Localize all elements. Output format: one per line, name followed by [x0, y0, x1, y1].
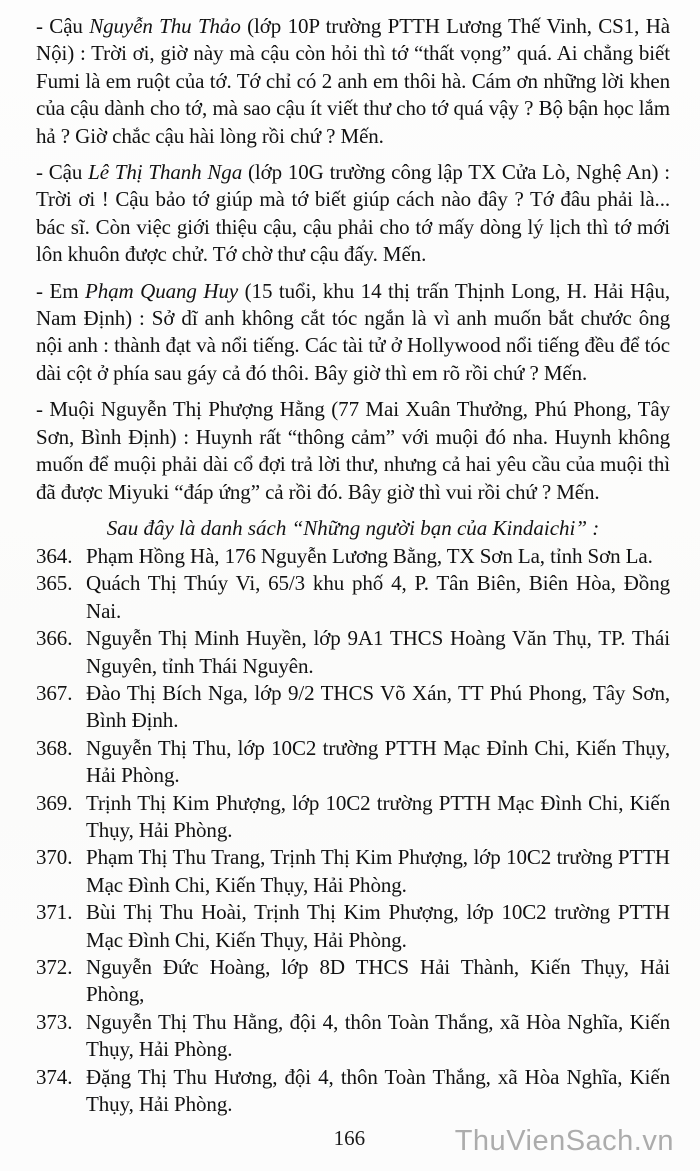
list-item-number: 374.	[36, 1064, 73, 1089]
list-item	[36, 570, 670, 625]
list-item-number: 364.	[36, 543, 73, 568]
list-intro: Sau đây là danh sách “Những người bạn của Kindaichi” :	[106, 515, 600, 540]
list-item-text: Nguyễn Thị Minh Huyền, lớp 9A1 THCS Hoàng Văn Thụ, TP. Thái Nguyên, tỉnh Thái Nguyên.	[86, 626, 670, 678]
letter-lead: - Em	[36, 278, 85, 303]
list-item-number: 369.	[36, 790, 73, 815]
page-number: 166	[333, 1126, 366, 1150]
list-item-number: 370.	[36, 845, 73, 870]
letter-body: (77 Mai Xuân Thưởng, Phú Phong, Tây Sơn, Bình Định) : Huynh rất “thông cảm” với muội đó nha. Huynh không muốn để muội phải dài cổ đợi trả lời thư, nhưng cả hai yêu cầu của muội thì đã được Miyuki “đáp ứng” cả rồi đó. Bây giờ thì vui rồi chứ ? Mến.	[36, 397, 670, 504]
letter-body: (15 tuổi, khu 14 thị trấn Thịnh Long, H. Hải Hậu, Nam Định) : Sở dĩ anh không cắt tóc ngắn là vì anh muốn bắt chước ông nội anh : thành đạt và nổi tiếng. Các tài tử ở Hollywood nổi tiếng đều để tóc dài cột ở phía sau gáy cả đó thôi. Bây giờ thì em rõ rồi chứ ? Mến.	[36, 278, 671, 385]
list-item-number: 366.	[36, 626, 73, 651]
list-item-number: 373.	[36, 1009, 73, 1034]
list-item-number: 365.	[36, 571, 73, 596]
list-item-number: 372.	[36, 955, 73, 979]
friends-list	[36, 543, 670, 1119]
list-item	[36, 1009, 670, 1064]
list-item-text: Đặng Thị Thu Hương, đội 4, thôn Toàn Thắng, xã Hòa Nghĩa, Kiến Thụy, Hải Phòng.	[86, 1064, 670, 1117]
list-item-text: Nguyễn Thị Thu, lớp 10C2 trường PTTH Mạc Đỉnh Chi, Kiến Thụy, Hải Phòng.	[86, 735, 670, 788]
list-item-text: Nguyễn Đức Hoàng, lớp 8D THCS Hải Thành, Kiến Thụy, Hải Phòng,	[86, 955, 670, 1007]
list-item-text: Trịnh Thị Kim Phượng, lớp 10C2 trường PTTH Mạc Đình Chi, Kiến Thụy, Hải Phòng.	[86, 790, 670, 842]
list-item-number: 368.	[36, 735, 73, 760]
list-item	[36, 1064, 670, 1119]
list-item-text: Bùi Thị Thu Hoài, Trịnh Thị Kim Phượng, lớp 10C2 trường PTTH Mạc Đình Chi, Kiến Thụy, Hải Phòng.	[86, 900, 670, 952]
list-item	[36, 735, 670, 790]
list-item-text: Phạm Thị Thu Trang, Trịnh Thị Kim Phượng, lớp 10C2 trường PTTH Mạc Đình Chi, Kiến Thụy, Hải Phòng.	[86, 845, 670, 897]
letter-paragraph	[36, 278, 670, 388]
list-item-text: Phạm Hồng Hà, 176 Nguyễn Lương Bằng, TX Sơn La, tỉnh Sơn La.	[86, 543, 653, 568]
list-item-number: 367.	[36, 680, 73, 705]
letter-lead: - Muội Nguyễn Thị Phượng Hằng	[36, 397, 325, 422]
letter-paragraph	[36, 396, 670, 506]
letter-lead: - Cậu	[36, 14, 90, 38]
watermark: ThuVienSach.vn	[454, 1125, 674, 1157]
list-item-text: Đào Thị Bích Nga, lớp 9/2 THCS Võ Xán, TT Phú Phong, Tây Sơn, Bình Định.	[86, 680, 670, 733]
list-item-number: 371.	[36, 900, 73, 925]
letter-name: Lê Thị Thanh Nga	[88, 160, 243, 185]
letter-paragraph	[36, 159, 670, 269]
letter-body: (lớp 10G trường công lập TX Cửa Lò, Nghệ An) : Trời ơi ! Cậu bảo tớ giúp mà tớ biết giúp cách nào đây ? Tớ đâu phải là... bác sĩ. Còn việc giới thiệu cậu, cậu phải cho tớ mấy dòng lý lịch thì tớ mới lôn khuôn được chử. Tớ chờ thư cậu đấy. Mến.	[36, 160, 670, 267]
list-item	[36, 680, 670, 735]
letter-name: Nguyễn Thu Thảo	[89, 14, 241, 38]
list-item	[36, 954, 670, 1009]
letter-body: (lớp 10P trường PTTH Lương Thế Vinh, CS1, Hà Nội) : Trời ơi, giờ này mà cậu còn hỏi thì tớ “thất vọng” quá. Ai chẳng biết Fumi là em ruột của tớ. Tớ chỉ có 2 anh em thôi hà. Cám ơn những lời khen của cậu dành cho tớ, mà sao cậu ít viết thư cho tớ quá vậy ? Bộ bận học lắm hả ? Giờ chắc cậu hài lòng rồi chứ ? Mến.	[36, 14, 670, 148]
list-item-text: Quách Thị Thúy Vi, 65/3 khu phố 4, P. Tân Biên, Biên Hòa, Đồng Nai.	[86, 571, 670, 623]
list-item	[36, 625, 670, 680]
list-item	[36, 790, 670, 845]
letter-paragraph	[36, 13, 670, 150]
list-item	[36, 899, 670, 954]
list-item-text: Nguyễn Thị Thu Hằng, đội 4, thôn Toàn Thắng, xã Hòa Nghĩa, Kiến Thụy, Hải Phòng.	[86, 1009, 670, 1062]
list-item	[36, 844, 670, 899]
list-item	[36, 543, 670, 570]
letter-lead: - Cậu	[36, 160, 89, 185]
letter-name: Phạm Quang Huy	[85, 278, 239, 303]
